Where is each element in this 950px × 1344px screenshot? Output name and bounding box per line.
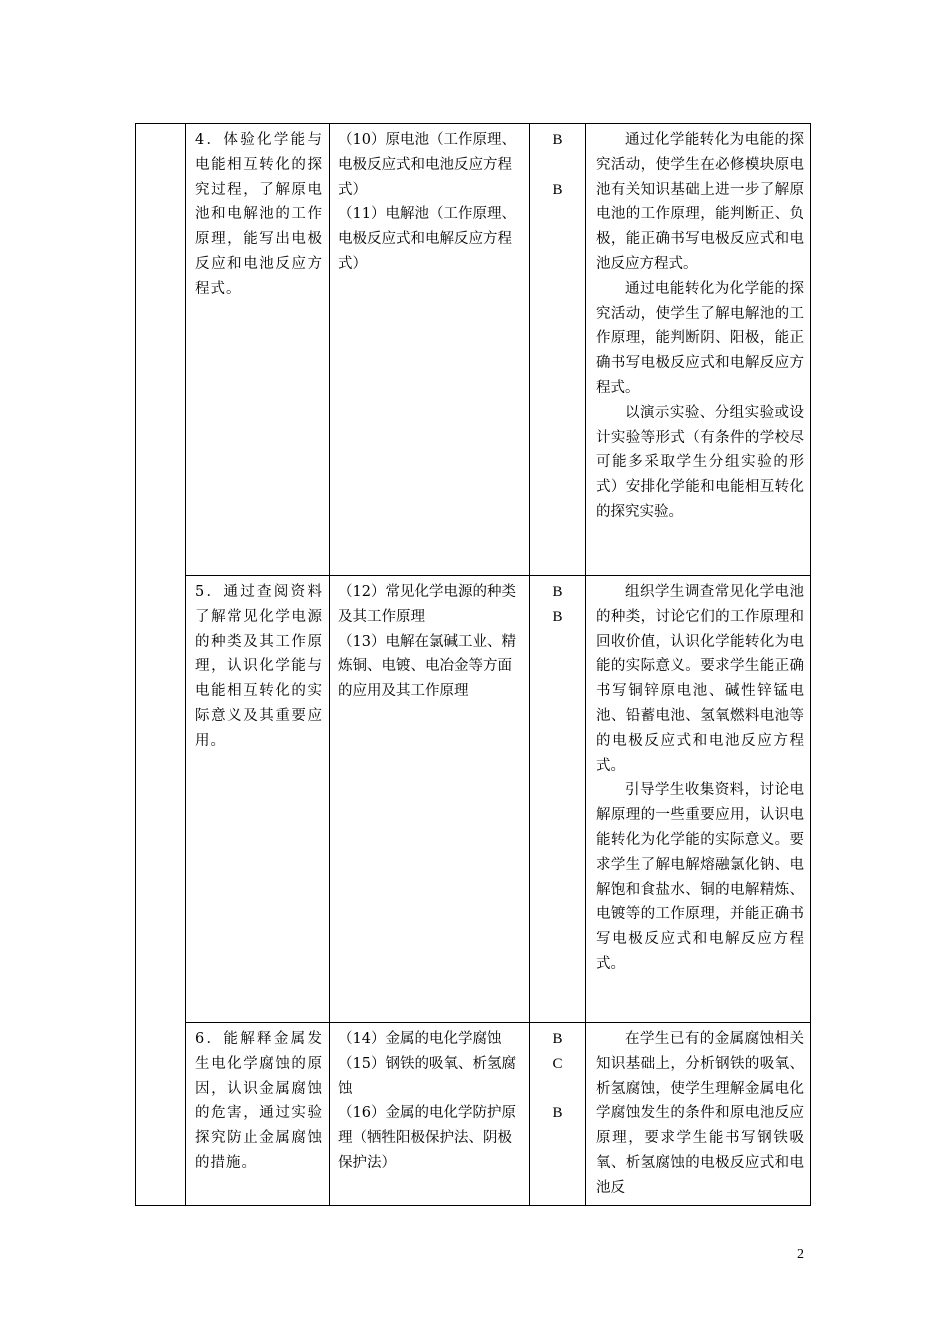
table-row (136, 1023, 811, 1206)
table-row (136, 576, 811, 1023)
suggestion-paragraph: 组织学生调查常见化学电池的种类，讨论它们的工作原理和回收价值，认识化学能转化为电能的实际意义。要求学生能正确书写铜锌原电池、碱性锌锰电池、铅蓄电池、氢氧燃料电池等的电极反应式和电池反应方程式。 (596, 584, 804, 774)
goal-cell (186, 1023, 330, 1206)
content-cell (330, 576, 530, 1023)
content-cell (330, 1023, 530, 1206)
level-cell (530, 124, 586, 576)
suggestion-cell (586, 1023, 811, 1206)
curriculum-table (135, 123, 811, 1206)
suggestion-paragraph: 以演示实验、分组实验或设计实验等形式（有条件的学校尽可能多采取学生分组实验的形式）安排化学能和电能相互转化的探究实验。 (596, 404, 804, 520)
table-row (136, 124, 811, 576)
content-item: （15）钢铁的吸氧、析氢腐蚀 (338, 1055, 516, 1097)
level-value: C (552, 1055, 563, 1072)
content-item: （13）电解在氯碱工业、精炼铜、电镀、电冶金等方面的应用及其工作原理 (338, 633, 516, 700)
level-value: B (552, 132, 563, 148)
suggestion-paragraph: 引导学生收集资料，讨论电解原理的一些重要应用，认识电能转化为化学能的实际意义。要求学生了解电解熔融氯化钠、电解饱和食盐水、铜的电解精炼、电镀等的工作原理，并能正确书写电极反应式和电解反应方程式。 (596, 782, 804, 972)
level-cell (530, 1023, 586, 1206)
goal-cell (186, 576, 330, 1023)
level-value: B (552, 1031, 563, 1047)
module-cell (136, 124, 186, 1206)
suggestion-cell (586, 124, 811, 576)
content-item: （11）电解池（工作原理、电极反应式和电解反应方程式） (338, 206, 516, 272)
content-item: （12）常见化学电源的种类及其工作原理 (338, 584, 516, 625)
goal-cell (186, 124, 330, 576)
suggestion-cell (586, 576, 811, 1023)
content-cell (330, 124, 530, 576)
suggestion-paragraph: 通过电能转化为化学能的探究活动，使学生了解电解池的工作原理，能判断阴、阳极，能正确书写电极反应式和电解反应方程式。 (596, 280, 804, 396)
level-value: B (552, 181, 563, 198)
goal-text: 6．能解释金属发生电化学腐蚀的原因，认识金属腐蚀的危害，通过实验探究防止金属腐蚀的措施。 (195, 1031, 323, 1171)
suggestion-paragraph: 在学生已有的金属腐蚀相关知识基础上，分析钢铁的吸氧、析氢腐蚀，使学生理解金属电化学腐蚀发生的条件和原电池反应原理，要求学生能书写钢铁吸氧、析氢腐蚀的电极反应式和电池反 (596, 1031, 804, 1196)
content-item: （16）金属的电化学防护原理（牺牲阳极保护法、阴极保护法） (338, 1105, 516, 1171)
content-item: （10）原电池（工作原理、电极反应式和电池反应方程式） (338, 132, 516, 198)
level-value: B (552, 608, 563, 625)
level-value: B (552, 584, 563, 600)
suggestion-paragraph: 通过化学能转化为电能的探究活动，使学生在必修模块原电池有关知识基础上进一步了解原电池的工作原理，能判断正、负极，能正确书写电极反应式和电池反应方程式。 (596, 132, 804, 272)
level-value: B (552, 1105, 563, 1122)
level-cell (530, 576, 586, 1023)
page-number: 2 (797, 1247, 804, 1262)
goal-text: 4．体验化学能与电能相互转化的探究过程，了解原电池和电解池的工作原理，能写出电极反应和电池反应方程式。 (195, 132, 323, 297)
goal-text: 5．通过查阅资料了解常见化学电源的种类及其工作原理，认识化学能与电能相互转化的实际意义及其重要应用。 (195, 584, 323, 749)
content-item: （14）金属的电化学腐蚀 (338, 1031, 502, 1047)
